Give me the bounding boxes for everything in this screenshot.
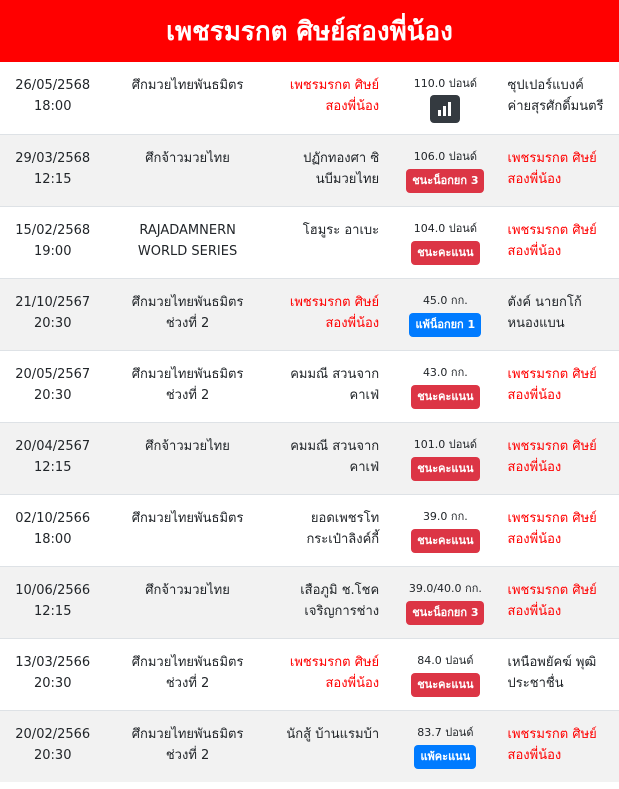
fight-result-badge: ชนะคะแนน: [411, 457, 479, 481]
fighter-b-cell: [508, 724, 619, 782]
page-header: [0, 0, 619, 62]
fight-result-cell: [383, 75, 507, 134]
fight-result-badge: แพ้คะแนน: [414, 745, 476, 769]
fighter-a-name: ยอดเพชรโท: [310, 511, 380, 526]
fighter-b-name: เพชรมรกต ศิษย์: [507, 367, 597, 382]
fighter-b-cell: [508, 364, 619, 422]
fighter-b-name: ตังค์ นายกโก้: [507, 295, 582, 310]
fight-weight: 110.0 ปอนด์: [413, 77, 477, 90]
fighter-b-name: สองพี่น้อง: [507, 460, 562, 475]
fight-event-cell: [105, 508, 269, 566]
fight-date: 10/06/2566: [15, 583, 91, 598]
fight-time: 20:30: [34, 388, 72, 403]
fighter-a-name: สองพี่น้อง: [325, 99, 380, 114]
fighter-b-name: ค่ายสุรศักดิ์มนตรี: [507, 99, 604, 114]
fight-event-name: ศึกจ้าวมวยไทย: [145, 583, 230, 598]
fight-event-name: ช่วงที่ 2: [165, 316, 210, 331]
fight-event-name: ช่วงที่ 2: [165, 388, 210, 403]
fighter-a-name: เพชรมรกต ศิษย์: [289, 295, 380, 310]
fight-event-cell: [105, 580, 269, 638]
fighter-a-name: ปฏักทองศา ซิ: [303, 151, 380, 166]
fight-result-cell: [383, 292, 507, 350]
fight-time: 18:00: [34, 532, 72, 547]
fight-time: 18:00: [34, 99, 72, 114]
fight-event-name: ศึกมวยไทยพันธมิตร: [131, 655, 244, 670]
fight-row: [0, 494, 619, 566]
fight-result-cell: [383, 580, 507, 638]
fighter-a-cell: [270, 580, 383, 638]
fighter-b-name: ซุปเปอร์แบงค์: [507, 78, 584, 93]
fight-date: 21/10/2567: [15, 295, 91, 310]
fighter-a-name: สองพี่น้อง: [325, 316, 380, 331]
fighter-a-name: นักสู้ บ้านแรมบ้า: [286, 727, 380, 742]
fight-date: 13/03/2566: [15, 655, 91, 670]
fight-date: 20/05/2567: [15, 367, 91, 382]
fight-date: 29/03/2568: [15, 151, 91, 166]
fight-event-cell: [105, 148, 269, 206]
fight-date: 15/02/2568: [15, 223, 91, 238]
fighter-a-cell: [270, 75, 383, 134]
fighter-a-cell: [270, 652, 383, 710]
fighter-b-cell: [508, 220, 619, 278]
fight-event-name: ศึกจ้าวมวยไทย: [145, 439, 230, 454]
fight-date-cell: [0, 436, 105, 494]
fight-row: [0, 638, 619, 710]
fighter-a-name: คมมณี สวนจาก: [290, 439, 380, 454]
fight-weight: 43.0 กก.: [422, 366, 468, 379]
fight-result-badge: ชนะน็อกยก 3: [406, 601, 484, 625]
fight-weight: 106.0 ปอนด์: [413, 150, 477, 163]
fight-event-name: ช่วงที่ 2: [165, 748, 210, 763]
fighter-b-cell: [508, 148, 619, 206]
fighter-a-name: สองพี่น้อง: [325, 676, 380, 691]
fight-date: 20/02/2566: [15, 727, 91, 742]
fight-date-cell: [0, 724, 105, 782]
fighter-b-name: สองพี่น้อง: [507, 532, 562, 547]
fight-date-cell: [0, 75, 105, 134]
fighter-b-name: เพชรมรกต ศิษย์: [507, 583, 597, 598]
fighter-a-name: เสือภูมิ ช.โชค: [300, 583, 380, 598]
fight-time: 20:30: [34, 676, 72, 691]
fight-row: [0, 206, 619, 278]
fight-row: [0, 566, 619, 638]
fight-date-cell: [0, 508, 105, 566]
fight-date-cell: [0, 364, 105, 422]
fight-date-cell: [0, 652, 105, 710]
fight-date-cell: [0, 148, 105, 206]
fight-event-name: ช่วงที่ 2: [165, 676, 210, 691]
fighter-a-name: เพชรมรกต ศิษย์: [289, 78, 380, 93]
fight-result-cell: [383, 508, 507, 566]
fighter-a-name: เจริญการช่าง: [304, 604, 380, 619]
fighter-b-name: เพชรมรกต ศิษย์: [507, 727, 597, 742]
fighter-a-name: โฮมูระ อาเบะ: [302, 223, 380, 238]
fight-event-cell: [105, 724, 269, 782]
fight-result-cell: [383, 364, 507, 422]
fighter-a-cell: [270, 292, 383, 350]
fight-event-name: ศึกมวยไทยพันธมิตร: [131, 367, 244, 382]
fighter-b-name: เพชรมรกต ศิษย์: [507, 223, 597, 238]
fighter-a-name: นบีมวยไทย: [315, 172, 380, 187]
fight-row: [0, 278, 619, 350]
fighter-a-cell: [270, 148, 383, 206]
fight-result-badge: แพ้น็อกยก 1: [409, 313, 481, 337]
fight-row: [0, 134, 619, 206]
fighter-a-name: คาเฟ่: [349, 460, 380, 475]
fight-event-name: ศึกจ้าวมวยไทย: [145, 151, 230, 166]
fight-time: 19:00: [34, 244, 72, 259]
fight-result-badge: ชนะคะแนน: [411, 241, 479, 265]
fight-row: [0, 350, 619, 422]
fight-date-cell: [0, 580, 105, 638]
fight-result-cell: [383, 148, 507, 206]
fighter-a-name: คาเฟ่: [349, 388, 380, 403]
fighter-b-name: สองพี่น้อง: [507, 388, 562, 403]
fight-result-cell: [383, 436, 507, 494]
fight-result-badge: ชนะคะแนน: [411, 529, 479, 553]
fight-date: 26/05/2568: [15, 78, 91, 93]
fight-row: [0, 62, 619, 134]
fight-time: 12:15: [34, 460, 72, 475]
fight-event-cell: [105, 364, 269, 422]
fight-time: 20:30: [34, 316, 72, 331]
fight-event-name: ศึกมวยไทยพันธมิตร: [131, 511, 244, 526]
fighter-a-cell: [270, 508, 383, 566]
fighter-b-name: สองพี่น้อง: [507, 604, 562, 619]
fight-weight: 39.0 กก.: [422, 510, 468, 523]
fight-event-name: WORLD SERIES: [137, 244, 238, 259]
fight-event-name: ศึกมวยไทยพันธมิตร: [131, 727, 244, 742]
fighter-b-name: สองพี่น้อง: [507, 748, 562, 763]
fight-time: 12:15: [34, 172, 72, 187]
fight-weight: 104.0 ปอนด์: [413, 222, 477, 235]
fight-event-cell: [105, 436, 269, 494]
fight-result-cell: [383, 724, 507, 782]
fight-weight: 39.0/40.0 กก.: [408, 582, 482, 595]
fighter-b-name: สองพี่น้อง: [507, 172, 562, 187]
fight-weight: 84.0 ปอนด์: [417, 654, 474, 667]
fighter-b-name: สองพี่น้อง: [507, 244, 562, 259]
fighter-b-name: ประชาชื่น: [507, 676, 564, 691]
fighter-a-cell: [270, 220, 383, 278]
fight-history-list: [0, 62, 619, 782]
fight-result-badge: ชนะคะแนน: [411, 385, 479, 409]
fight-date: 20/04/2567: [15, 439, 91, 454]
fighter-b-name: เพชรมรกต ศิษย์: [507, 151, 597, 166]
fight-event-cell: [105, 75, 269, 134]
fight-event-name: ศึกมวยไทยพันธมิตร: [131, 295, 244, 310]
fight-event-cell: [105, 220, 269, 278]
fight-time: 12:15: [34, 604, 72, 619]
fight-result-badge: ชนะคะแนน: [411, 673, 479, 697]
fighter-a-cell: [270, 436, 383, 494]
fighter-b-cell: [508, 292, 619, 350]
fight-weight: 45.0 กก.: [422, 294, 468, 307]
fighter-b-name: หนองแบน: [507, 316, 565, 331]
fight-result-badge: ชนะน็อกยก 3: [406, 169, 484, 193]
fighter-b-name: เพชรมรกต ศิษย์: [507, 511, 597, 526]
fighter-b-name: เพชรมรกต ศิษย์: [507, 439, 597, 454]
fighter-b-cell: [508, 508, 619, 566]
fight-event-name: ศึกมวยไทยพันธมิตร: [131, 78, 244, 93]
stats-button[interactable]: [430, 95, 460, 123]
fight-result-cell: [383, 652, 507, 710]
fight-date-cell: [0, 292, 105, 350]
fighter-b-name: เหนือพยัคฆ์ พุฒิ: [507, 655, 597, 670]
fight-event-cell: [105, 292, 269, 350]
fight-time: 20:30: [34, 748, 72, 763]
fight-weight: 101.0 ปอนด์: [413, 438, 477, 451]
fighter-b-cell: [508, 75, 619, 134]
fighter-a-name: กระเป๋าลิงค์กี้: [306, 532, 380, 547]
fighter-a-name: เพชรมรกต ศิษย์: [289, 655, 380, 670]
fight-row: [0, 710, 619, 782]
fight-row: [0, 422, 619, 494]
page-title: เพชรมรกต ศิษย์สองพี่น้อง: [166, 16, 453, 47]
fight-result-cell: [383, 220, 507, 278]
fighter-a-cell: [270, 724, 383, 782]
fighter-a-name: คมมณี สวนจาก: [290, 367, 380, 382]
fight-event-name: RAJADAMNERN: [139, 223, 236, 238]
fight-date-cell: [0, 220, 105, 278]
fighter-b-cell: [508, 652, 619, 710]
fight-event-cell: [105, 652, 269, 710]
bar-chart-icon: [437, 102, 453, 116]
fighter-b-cell: [508, 580, 619, 638]
fight-weight: 83.7 ปอนด์: [417, 726, 474, 739]
fighter-a-cell: [270, 364, 383, 422]
fight-date: 02/10/2566: [15, 511, 91, 526]
fighter-b-cell: [508, 436, 619, 494]
